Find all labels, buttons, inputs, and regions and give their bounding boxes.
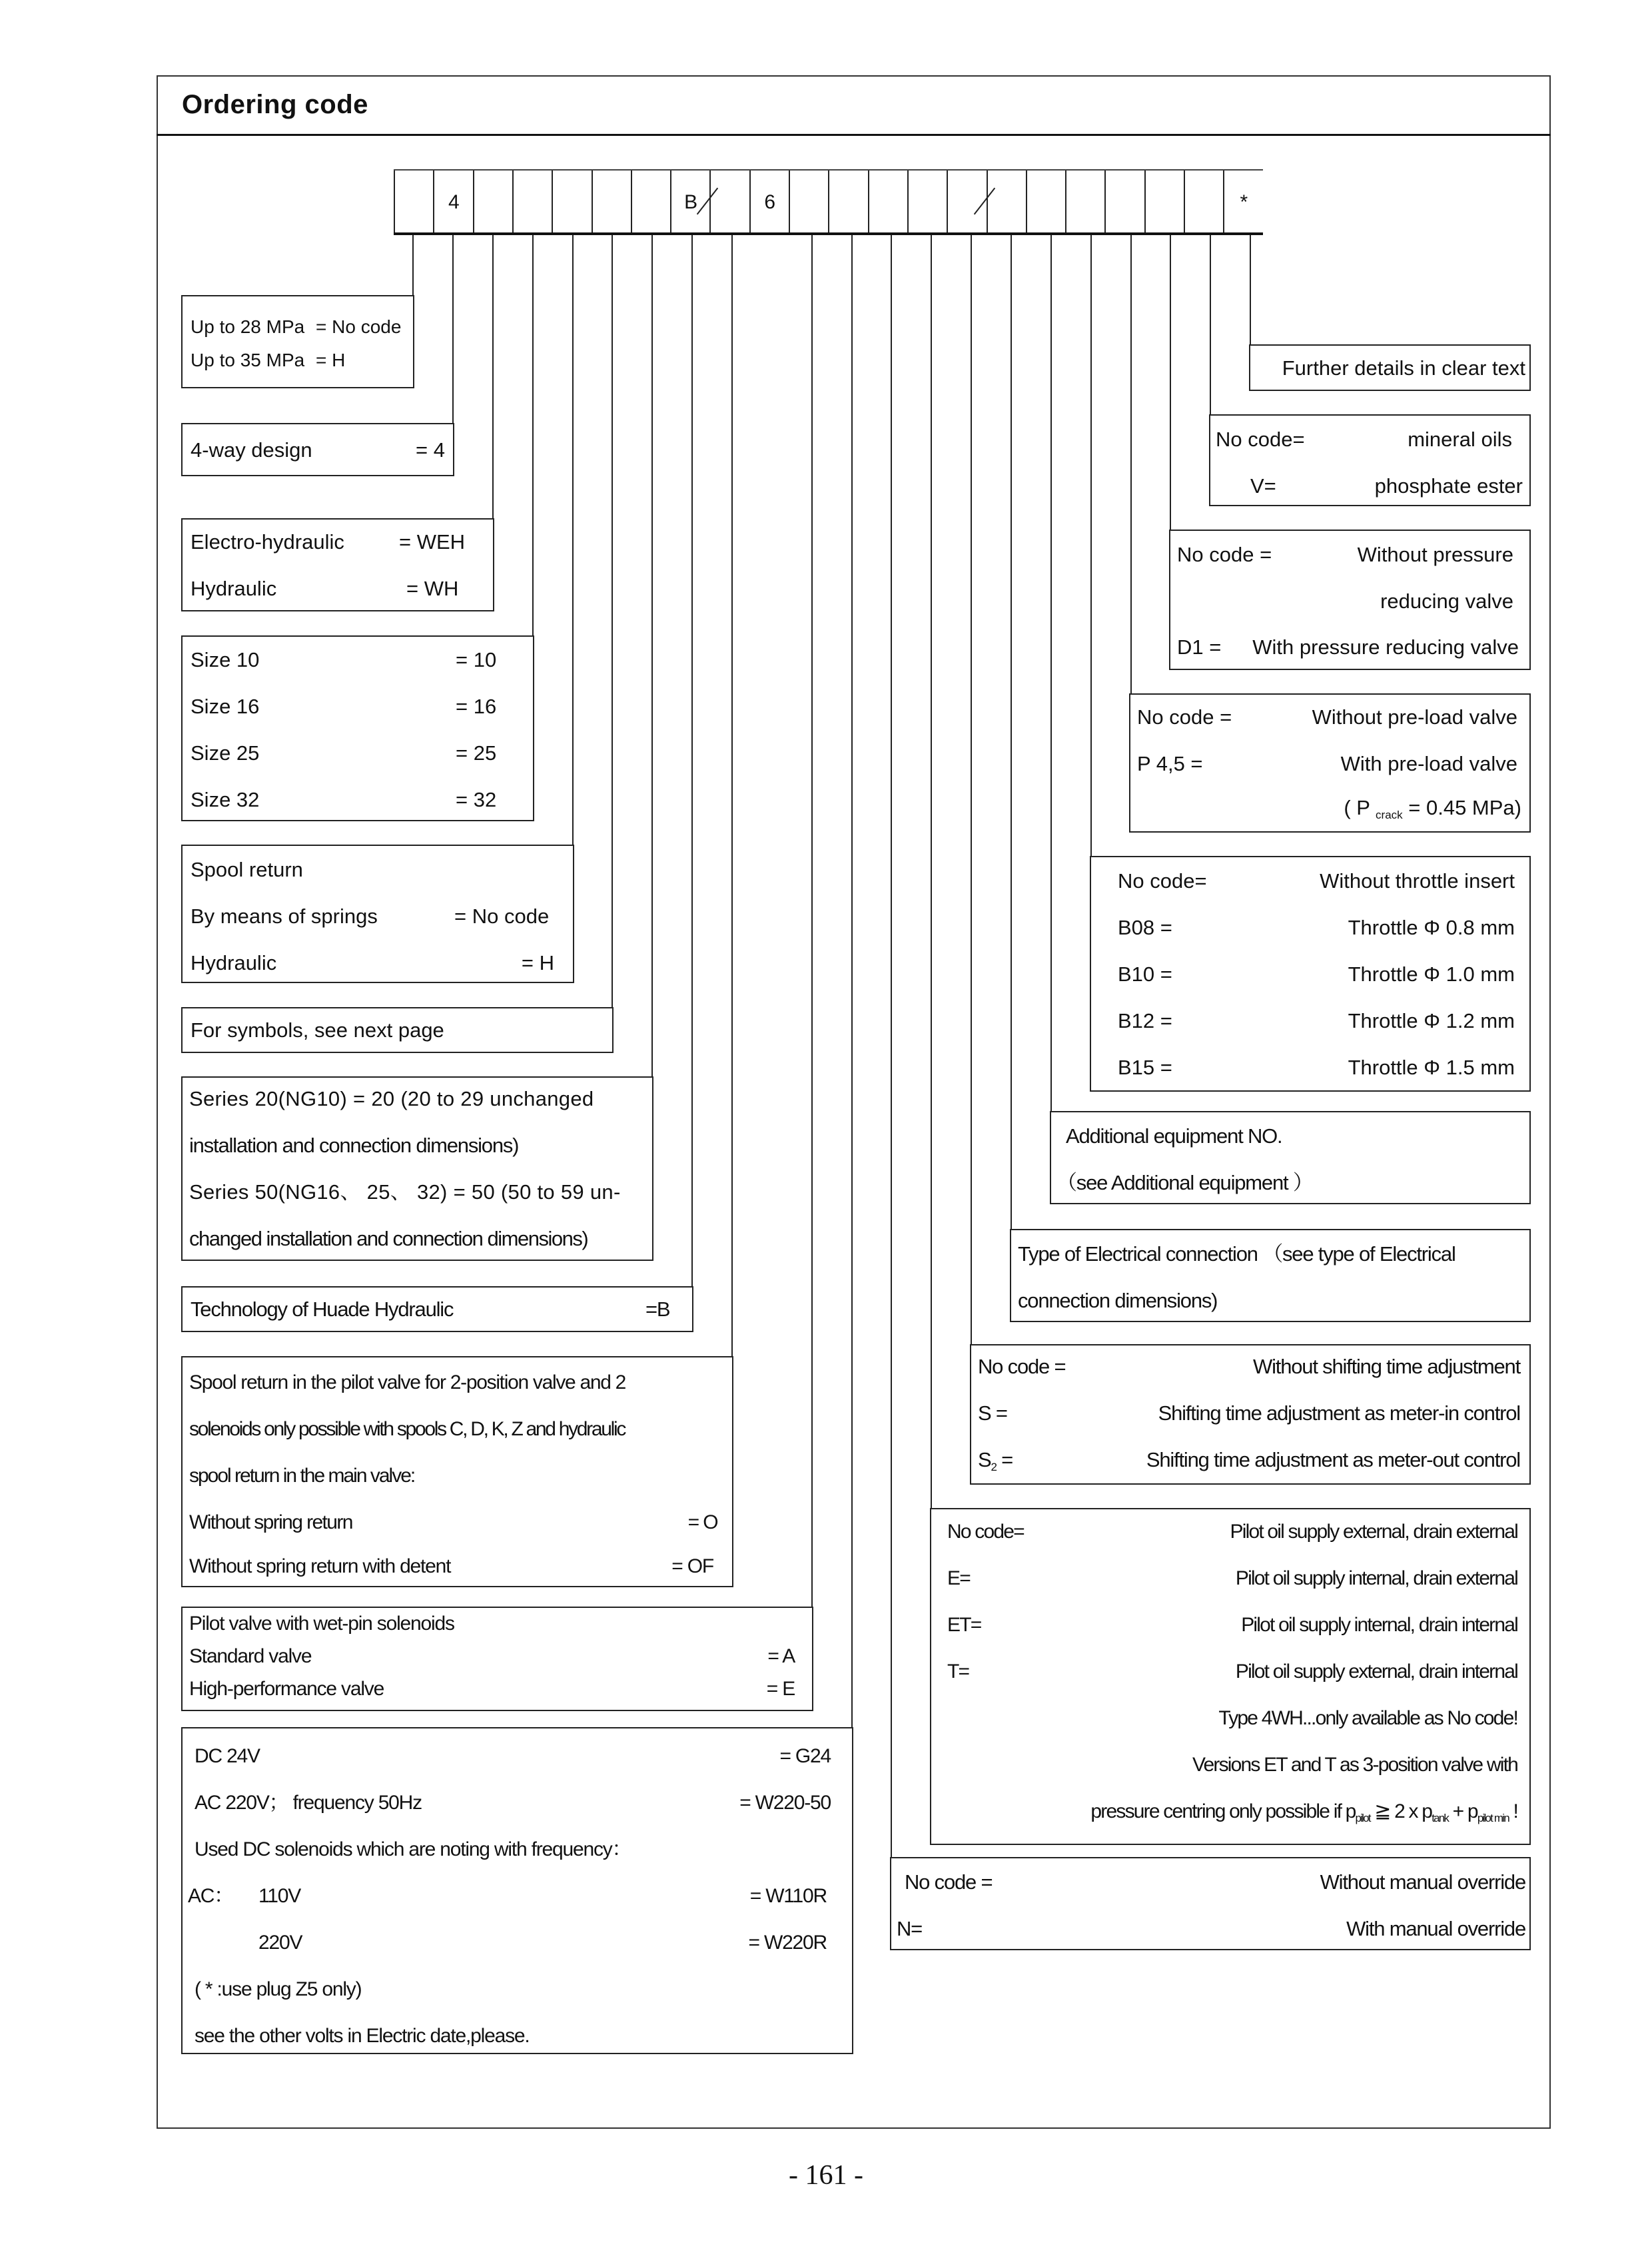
symbols-note: For symbols, see next page (191, 1018, 444, 1042)
option-code: = A (767, 1645, 795, 1667)
option-code: No code = (905, 1870, 993, 1894)
option-code: = No code (454, 905, 550, 928)
option-label: Size 32 (191, 788, 260, 811)
section-heading: Spool return (191, 858, 303, 881)
option-label: 110V (258, 1885, 301, 1907)
actuation-box (181, 518, 494, 611)
option-code: No code = (1177, 543, 1272, 566)
voltage-footer: see the other volts in Electric date,please. (195, 2025, 530, 2047)
option-label: Size 10 (191, 648, 260, 671)
option-code: = W220R (748, 1932, 827, 1954)
option-code: = 25 (456, 741, 497, 765)
connector-line (572, 235, 574, 845)
option-code: No code= (1118, 869, 1207, 893)
option-code: = H (521, 951, 554, 974)
additional-line: （see Additional equipment ） (1056, 1171, 1313, 1194)
connector-line (1170, 235, 1171, 530)
option-desc: Throttle Φ 1.5 mm (1348, 1056, 1515, 1079)
note-line: solenoids only possible with spools C, D, K, Z and hydraulic (189, 1418, 625, 1440)
shifting-time-box (970, 1344, 1531, 1485)
code-subscript: 2 (991, 1461, 997, 1473)
option-label: Size 25 (191, 741, 260, 765)
connector-line (1011, 235, 1012, 1229)
option-desc: Pilot oil supply external, drain external (1230, 1521, 1517, 1543)
option-code: ET= (947, 1614, 981, 1636)
option-code: = 16 (456, 695, 497, 718)
code-cell: 4 (433, 169, 473, 235)
connector-line (452, 235, 454, 423)
option-code: N= (897, 1917, 923, 1940)
note-line: spool return in the main valve: (189, 1465, 415, 1487)
ac-prefix: AC： (188, 1885, 234, 1907)
option-code: = WH (406, 577, 459, 600)
size-box (181, 635, 534, 821)
pilot-oil-box (930, 1508, 1531, 1845)
option-code: B15 = (1118, 1056, 1172, 1079)
option-code: B12 = (1118, 1009, 1172, 1032)
connector-line (651, 235, 653, 1076)
option-desc: With pre-load valve (1340, 752, 1517, 775)
pilot-valve-box (181, 1607, 813, 1711)
formula-subscript: pilot min (1477, 1812, 1509, 1824)
option-code: = W110R (749, 1885, 827, 1907)
option-label: Technology of Huade Hydraulic (191, 1298, 454, 1321)
code-suffix: = (996, 1448, 1013, 1471)
option-desc: Pilot oil supply external, drain internal (1235, 1661, 1517, 1682)
series-line: changed installation and connection dimensions) (189, 1227, 588, 1250)
connector-line (931, 235, 932, 1508)
option-desc: Without pre-load valve (1312, 705, 1517, 729)
section-heading: Pilot valve with wet-pin solenoids (189, 1613, 454, 1635)
option-desc: Without manual override (1320, 1870, 1525, 1894)
code-cell: B (670, 169, 710, 235)
option-label: Without spring return with detent (189, 1555, 451, 1577)
option-code: B10 = (1118, 962, 1172, 986)
option-code: No code = (1137, 705, 1232, 729)
series-box (181, 1076, 653, 1261)
additional-equipment-box (1050, 1111, 1531, 1204)
preload-box (1129, 693, 1531, 833)
spool-return-box (181, 845, 574, 983)
formula-subscript: pilot (1355, 1812, 1370, 1824)
page-title: Ordering code (182, 90, 368, 119)
series-line: installation and connection dimensions) (189, 1134, 519, 1157)
option-desc: Pilot oil supply internal, drain external (1235, 1567, 1517, 1589)
option-code: = 32 (456, 788, 497, 811)
connector-line (612, 235, 613, 1007)
option-code: T= (947, 1661, 969, 1682)
option-label: 4-way design (191, 438, 312, 462)
option-code: = OF (671, 1555, 713, 1577)
option-code: B08 = (1118, 916, 1172, 939)
option-label: Up to 35 MPa (191, 350, 305, 370)
code-cell: 6 (749, 169, 789, 235)
voltage-note: Used DC solenoids which are noting with frequency： (195, 1838, 631, 1860)
pilot-spool-return-box (181, 1356, 733, 1587)
option-desc: With pressure reducing valve (1252, 635, 1519, 659)
page-number: - 161 - (789, 2160, 863, 2191)
connector-line (412, 235, 414, 295)
code-row-border (394, 169, 1263, 235)
option-code: = 4 (416, 438, 445, 462)
additional-line: Additional equipment NO. (1066, 1124, 1282, 1148)
connector-line (1090, 235, 1092, 856)
option-label: Standard valve (189, 1645, 312, 1667)
option-label: AC 220V； frequency 50Hz (195, 1792, 422, 1814)
option-label: 220V (258, 1932, 302, 1954)
option-label: High-performance valve (189, 1678, 384, 1700)
pressure-box (181, 295, 414, 388)
electrical-connection-box (1010, 1229, 1531, 1322)
option-code: =B (645, 1298, 670, 1321)
crack-prefix: ( P (1344, 796, 1376, 819)
option-desc: reducing valve (1380, 589, 1513, 613)
option-label: By means of springs (191, 905, 378, 928)
option-code: = H (316, 350, 346, 370)
note-line: Spool return in the pilot valve for 2-position valve and 2 (189, 1371, 626, 1393)
option-desc: mineral oils (1408, 428, 1512, 451)
throttle-box (1090, 856, 1531, 1092)
electrical-line: connection dimensions) (1018, 1289, 1218, 1312)
option-label: Electro-hydraulic (191, 530, 344, 554)
title-bar (157, 75, 1551, 136)
pressure-reducing-box (1169, 530, 1531, 670)
option-label: Hydraulic (191, 577, 277, 600)
formula-subscript: tank (1432, 1812, 1449, 1824)
option-code: = No code (316, 316, 402, 337)
option-desc: Throttle Φ 1.2 mm (1348, 1009, 1515, 1032)
formula-text: + p (1448, 1800, 1477, 1822)
formula-text: pressure centring only possible if p (1090, 1800, 1356, 1822)
option-code: D1 = (1177, 635, 1222, 659)
series-line: Series 50(NG16、 25、 32) = 50 (50 to 59 un- (189, 1180, 621, 1204)
electrical-line: Type of Electrical connection （see type of Electrical (1018, 1242, 1455, 1266)
connector-line (1210, 235, 1211, 414)
option-desc: phosphate ester (1374, 474, 1523, 498)
option-label: Size 16 (191, 695, 260, 718)
symbols-box (181, 1007, 614, 1053)
pilot-pressure-formula (1090, 1798, 1517, 1832)
further-details-text: Further details in clear text (1282, 356, 1525, 380)
code-cell: * (1223, 169, 1263, 235)
connector-line (691, 235, 693, 1286)
option-label: Hydraulic (191, 951, 277, 974)
connector-line (731, 235, 733, 1356)
option-desc: Throttle Φ 0.8 mm (1348, 916, 1515, 939)
pilot-oil-note: Versions ET and T as 3-position valve with (1192, 1754, 1517, 1776)
ways-box (181, 423, 454, 476)
option-label: Without spring return (189, 1511, 352, 1533)
plug-note: ( * :use plug Z5 only) (195, 1978, 362, 2000)
crack-pressure (1344, 795, 1521, 829)
further-details-box (1249, 344, 1531, 391)
option-label: DC 24V (195, 1745, 260, 1767)
option-desc: Shifting time adjustment as meter-in control (1158, 1401, 1520, 1425)
option-code (978, 1447, 1013, 1481)
manual-override-box (890, 1857, 1531, 1950)
option-desc: Shifting time adjustment as meter-out control (1146, 1448, 1520, 1471)
fluid-box (1209, 414, 1531, 506)
crack-subscript: crack (1376, 809, 1403, 821)
option-code: = 10 (456, 648, 497, 671)
option-code: E= (947, 1567, 970, 1589)
option-code: S = (978, 1401, 1007, 1425)
connector-line (1130, 235, 1132, 693)
connector-line (1250, 235, 1251, 344)
option-desc: Throttle Φ 1.0 mm (1348, 962, 1515, 986)
option-code: V= (1250, 474, 1276, 498)
option-code: = W220-50 (739, 1792, 831, 1814)
series-line: Series 20(NG10) = 20 (20 to 29 unchanged (189, 1087, 594, 1110)
pilot-oil-note: Type 4WH...only available as No code! (1218, 1707, 1517, 1729)
voltage-box (181, 1727, 853, 2054)
option-desc: With manual override (1346, 1917, 1525, 1940)
option-desc: Without pressure (1357, 543, 1513, 566)
formula-text: ! (1508, 1800, 1517, 1822)
option-desc: Without throttle insert (1320, 869, 1515, 893)
option-code: P 4,5 = (1137, 752, 1203, 775)
option-code: No code= (1216, 428, 1305, 451)
connector-line (891, 235, 892, 1857)
connector-line (1050, 235, 1052, 1111)
formula-text: ≧ 2 x p (1370, 1800, 1432, 1822)
crack-value: = 0.45 MPa) (1402, 796, 1521, 819)
connector-line (492, 235, 494, 518)
option-label: Up to 28 MPa (191, 316, 305, 337)
connector-line (811, 235, 813, 1607)
option-code: = O (687, 1511, 717, 1533)
connector-line (532, 235, 534, 635)
option-code: = WEH (399, 530, 466, 554)
technology-box (181, 1286, 693, 1332)
option-code: No code = (978, 1355, 1066, 1378)
option-desc: Pilot oil supply internal, drain internal (1241, 1614, 1517, 1636)
code-letter: S (978, 1448, 991, 1471)
option-code: No code= (947, 1521, 1024, 1543)
option-code: = G24 (779, 1745, 831, 1767)
connector-line (851, 235, 853, 1727)
option-code: = E (766, 1678, 795, 1700)
connector-line (971, 235, 972, 1344)
option-desc: Without shifting time adjustment (1253, 1355, 1520, 1378)
